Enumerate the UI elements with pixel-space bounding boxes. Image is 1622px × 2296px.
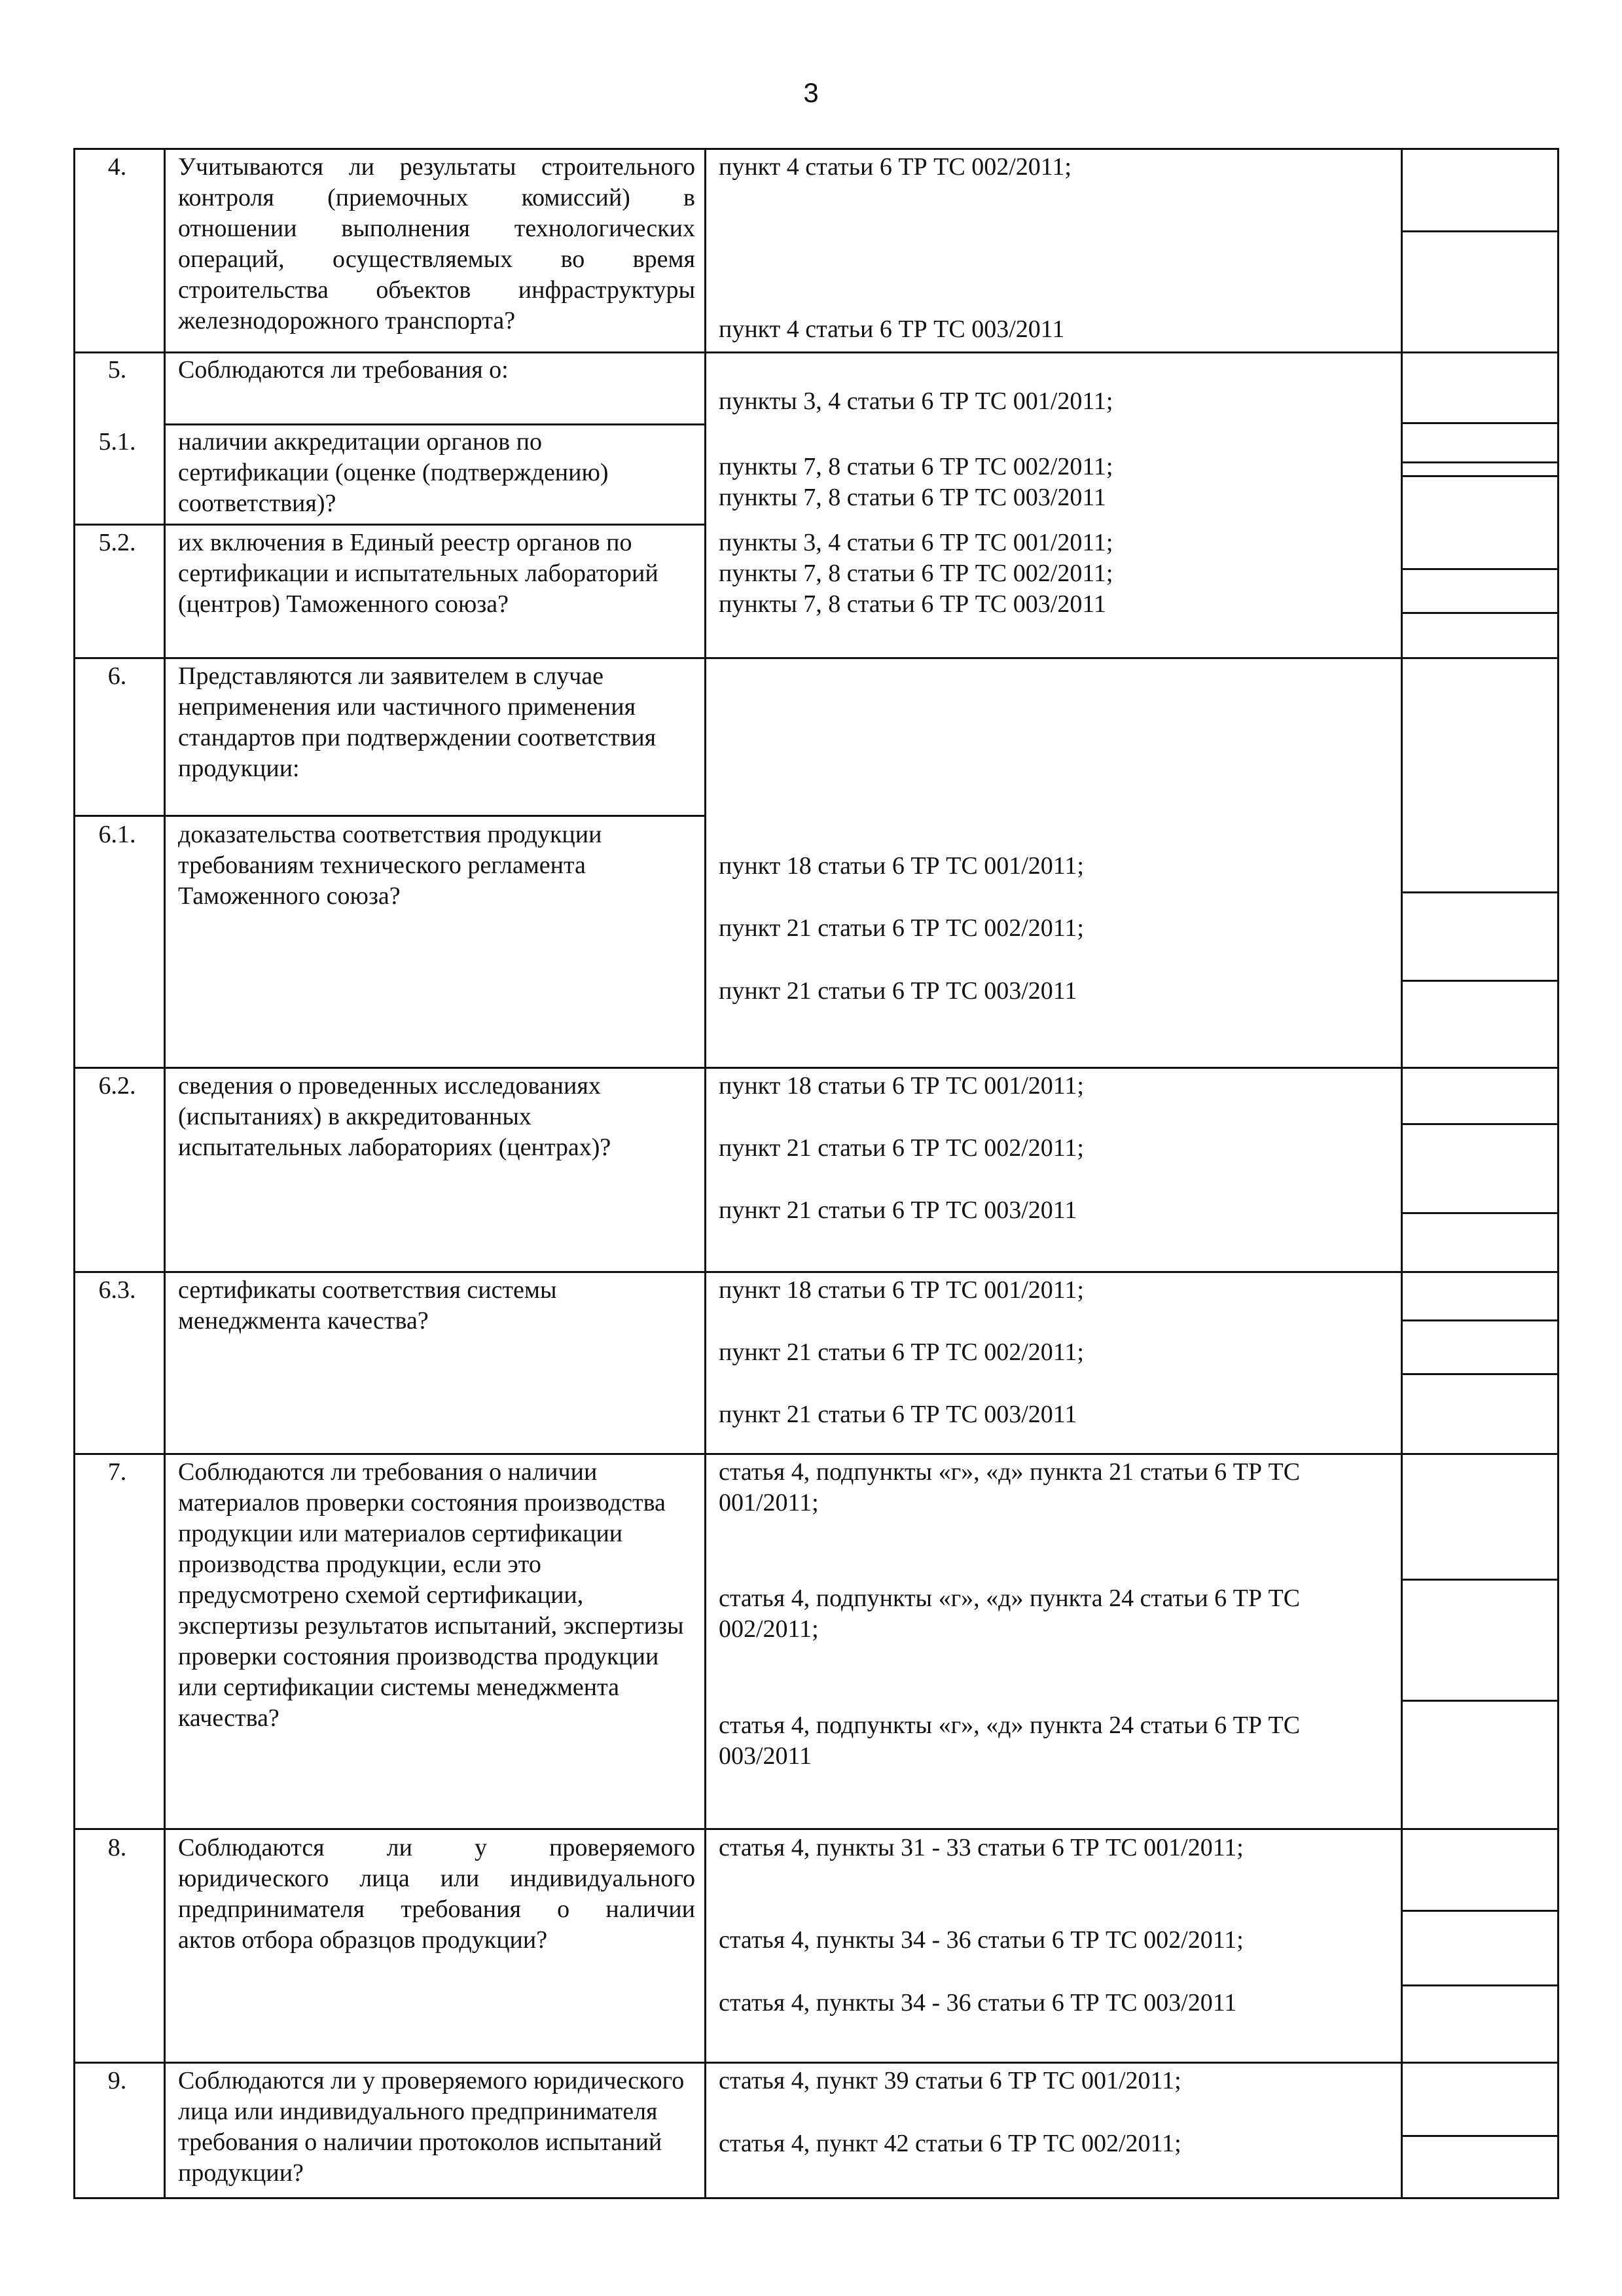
table-horizontal-rule [1401, 2135, 1559, 2137]
table-horizontal-rule [73, 1271, 1559, 1273]
row-number: 6. [107, 662, 127, 690]
row-reference: статья 4, пункт 39 статьи 6 ТР ТС 001/2011; [719, 2067, 1181, 2094]
table-vertical-rule [164, 148, 166, 2199]
row-reference: пункт 18 статьи 6 ТР ТС 001/2011; [719, 852, 1084, 880]
table-horizontal-rule [1401, 980, 1559, 982]
row-reference: пункт 21 статьи 6 ТР ТС 003/2011 [719, 1401, 1077, 1428]
table-horizontal-rule [1401, 230, 1559, 232]
table-horizontal-rule [1401, 1579, 1559, 1581]
row-reference: статья 4, подпункты «г», «д» пункта 24 статьи 6 ТР ТС 002/2011; [719, 1585, 1301, 1643]
row-reference: пункты 3, 4 статьи 6 ТР ТС 001/2011; [719, 529, 1113, 556]
table-horizontal-rule [1401, 1700, 1559, 1702]
row-reference: пункт 21 статьи 6 ТР ТС 003/2011 [719, 977, 1077, 1005]
row-question: Соблюдаются ли требования о: [178, 356, 509, 384]
table-horizontal-rule [1401, 891, 1559, 893]
row-question: Соблюдаются ли требования о наличии материалов проверки состояния производства продукции или материалов сертификации производства продукции, если это предусмотрено схемой сертификации, экспертизы результатов испытаний, экспертизы проверки состояния производства продукции или сертификации системы менеджмента качества? [178, 1458, 684, 1732]
page-number: 3 [803, 77, 819, 108]
row-reference: пункт 21 статьи 6 ТР ТС 002/2011; [719, 914, 1084, 942]
row-question: их включения в Единый реестр органов по сертификации и испытательных лабораторий (центров) Таможенного союза? [178, 529, 658, 618]
row-reference: пункт 21 статьи 6 ТР ТС 003/2011 [719, 1196, 1077, 1224]
table-horizontal-rule [1401, 422, 1559, 424]
row-question: Учитываются ли результаты строительного контроля (приемочных комиссий) в отношении выполнения технологических операций, осуществляемых во время строительства объектов инфраструктуры железнодорожного транспорта? [178, 153, 695, 334]
table-horizontal-rule [73, 1453, 1559, 1455]
row-reference: статья 4, пункты 31 - 33 статьи 6 ТР ТС 001/2011; [719, 1834, 1244, 1861]
table-horizontal-rule [73, 657, 1559, 659]
row-reference: статья 4, пункты 34 - 36 статьи 6 ТР ТС 002/2011; [719, 1926, 1244, 1954]
table-horizontal-rule [73, 815, 704, 817]
table-horizontal-rule [73, 1828, 1559, 1830]
row-number: 7. [107, 1458, 127, 1486]
table-vertical-rule [1401, 148, 1403, 2199]
row-number: 9. [107, 2067, 127, 2094]
table-horizontal-rule [73, 1067, 1559, 1069]
row-reference: пункты 7, 8 статьи 6 ТР ТС 003/2011 [719, 484, 1106, 511]
row-reference: пункт 18 статьи 6 ТР ТС 001/2011; [719, 1276, 1084, 1304]
row-number: 5. [107, 356, 127, 384]
row-number: 6.3. [98, 1276, 136, 1304]
table-horizontal-rule [1401, 475, 1559, 477]
table-horizontal-rule [73, 2062, 1559, 2064]
row-question: Представляются ли заявителем в случае неприменения или частичного применения стандартов при подтверждении соответствия продукции: [178, 662, 657, 782]
row-reference: статья 4, подпункты «г», «д» пункта 24 статьи 6 ТР ТС 003/2011 [719, 1712, 1301, 1770]
table-horizontal-rule [1401, 612, 1559, 614]
row-reference: статья 4, подпункты «г», «д» пункта 21 статьи 6 ТР ТС 001/2011; [719, 1458, 1301, 1516]
row-question: Соблюдаются ли у проверяемого юридического лица или индивидуального предпринимателя требования о наличии протоколов испытаний продукции? [178, 2067, 685, 2187]
table-horizontal-rule [164, 423, 704, 425]
row-question: сертификаты соответствия системы менеджмента качества? [178, 1276, 557, 1335]
table-horizontal-rule [1401, 1123, 1559, 1125]
row-question: доказательства соответствия продукции требованиям технического регламента Таможенного союза? [178, 821, 602, 910]
table-horizontal-rule [1401, 1984, 1559, 1986]
row-reference: пункты 7, 8 статьи 6 ТР ТС 003/2011 [719, 590, 1106, 618]
row-reference: пункт 21 статьи 6 ТР ТС 002/2011; [719, 1134, 1084, 1162]
table-horizontal-rule [73, 524, 704, 526]
row-reference: пункт 4 статьи 6 ТР ТС 003/2011 [719, 315, 1065, 343]
row-number: 5.1. [98, 428, 136, 456]
table-horizontal-rule [1401, 1373, 1559, 1375]
table-horizontal-rule [1401, 1212, 1559, 1214]
row-reference: пункт 21 статьи 6 ТР ТС 002/2011; [719, 1338, 1084, 1366]
row-number: 6.2. [98, 1072, 136, 1100]
row-question: Соблюдаются ли у проверяемого юридического лица или индивидуального предпринимателя требования о наличии актов отбора образцов продукции? [178, 1834, 695, 1954]
table-horizontal-rule [1401, 1910, 1559, 1912]
row-number: 8. [107, 1834, 127, 1861]
table-horizontal-rule [73, 351, 1559, 353]
table-horizontal-rule [1401, 568, 1559, 570]
table-horizontal-rule [1401, 1319, 1559, 1321]
row-reference: пункты 7, 8 статьи 6 ТР ТС 002/2011; [719, 453, 1113, 480]
row-question: сведения о проведенных исследованиях (испытаниях) в аккредитованных испытательных лабораториях (центрах)? [178, 1072, 611, 1161]
row-reference: пункт 4 статьи 6 ТР ТС 002/2011; [719, 153, 1072, 181]
row-number: 6.1. [98, 821, 136, 848]
row-reference: пункты 3, 4 статьи 6 ТР ТС 001/2011; [719, 387, 1113, 415]
table-vertical-rule [704, 148, 706, 2199]
row-reference: пункт 18 статьи 6 ТР ТС 001/2011; [719, 1072, 1084, 1100]
row-number: 4. [107, 153, 127, 181]
table-horizontal-rule [1401, 461, 1559, 463]
row-reference: статья 4, пункты 34 - 36 статьи 6 ТР ТС 003/2011 [719, 1989, 1237, 2017]
row-reference: пункты 7, 8 статьи 6 ТР ТС 002/2011; [719, 560, 1113, 587]
row-reference: статья 4, пункт 42 статьи 6 ТР ТС 002/2011; [719, 2130, 1181, 2157]
row-number: 5.2. [98, 529, 136, 556]
row-question: наличии аккредитации органов по сертификации (оценке (подтверждению) соответствия)? [178, 428, 609, 517]
